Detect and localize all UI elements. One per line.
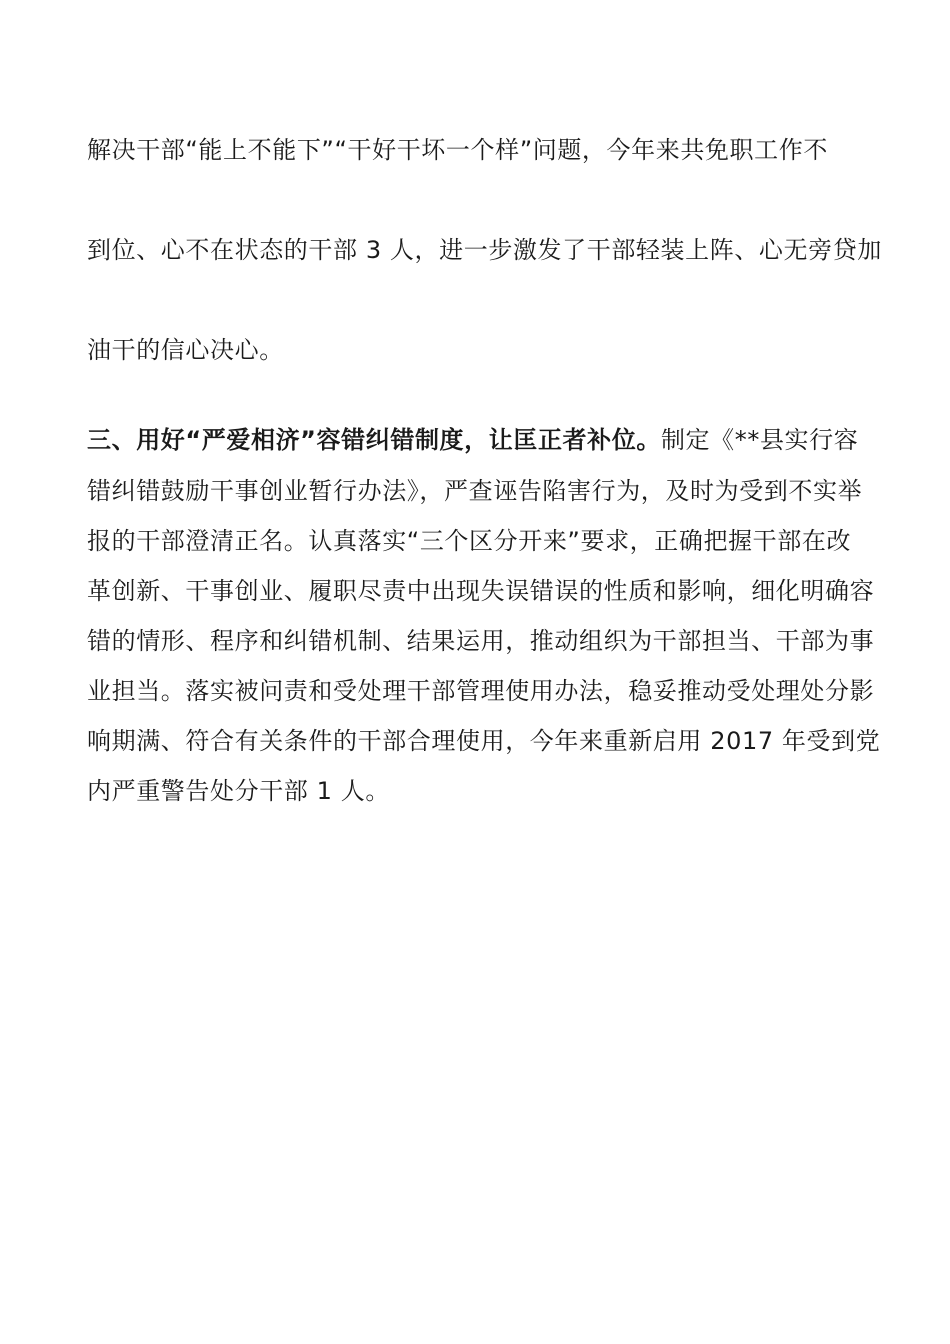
paragraph-2-line-8: 内严重警告处分干部 1 人。 bbox=[87, 777, 390, 805]
section-heading: 三、用好“严爱相济”容错纠错制度，让匡正者补位。 bbox=[87, 426, 661, 454]
paragraph-2-line-7: 响期满、符合有关条件的干部合理使用，今年来重新启用 2017 年受到党 bbox=[87, 727, 881, 755]
paragraph-2-line-3: 报的干部澄清正名。认真落实“三个区分开来”要求，正确把握干部在改 bbox=[87, 527, 852, 555]
paragraph-1-line-2: 到位、心不在状态的干部 3 人，进一步激发了干部轻装上阵、心无旁贷加 bbox=[87, 236, 882, 264]
paragraph-2-line-2: 错纠错鼓励干事创业暂行办法》，严查诬告陷害行为，及时为受到不实举 bbox=[87, 477, 863, 505]
paragraph-1-line-1: 解决干部“能上不能下”“干好干坏一个样”问题，今年来共免职工作不 bbox=[87, 136, 828, 164]
paragraph-2-line-4: 革创新、干事创业、履职尽责中出现失误错误的性质和影响，细化明确容 bbox=[87, 577, 875, 605]
paragraph-1-line-3: 油干的信心决心。 bbox=[87, 336, 284, 364]
paragraph-2-line-6: 业担当。落实被问责和受处理干部管理使用办法，稳妥推动受处理处分影 bbox=[87, 677, 875, 705]
paragraph-2-line-5: 错的情形、程序和纠错机制、结果运用，推动组织为干部担当、干部为事 bbox=[87, 627, 875, 655]
paragraph-2-line-1 bbox=[87, 424, 867, 456]
paragraph-2-line-1-rest: 制定《**县实行容 bbox=[660, 426, 859, 454]
